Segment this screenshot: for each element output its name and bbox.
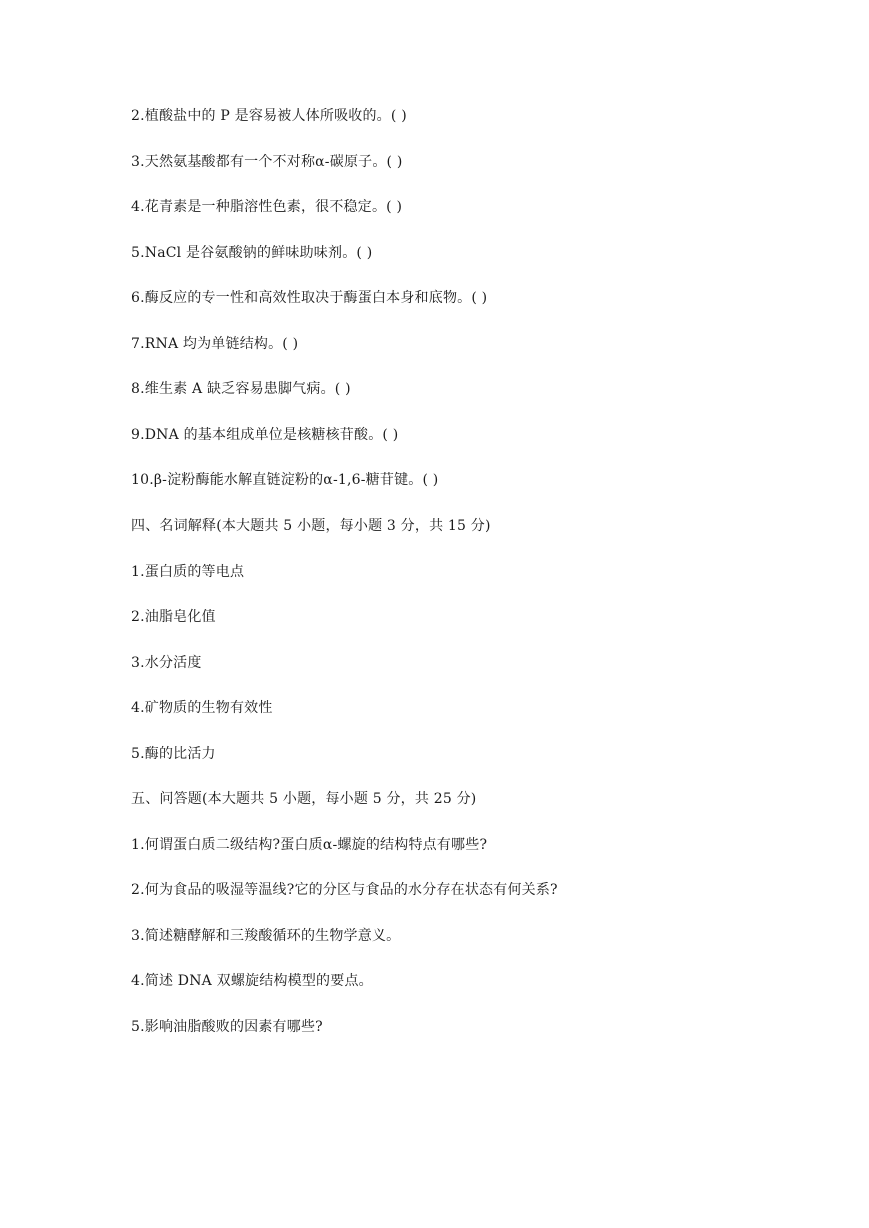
judgement-item: 8.维生素 A 缺乏容易患脚气病。( ) (131, 381, 351, 397)
section-heading-questions: 五、问答题(本大题共 5 小题，每小题 5 分，共 25 分) (131, 791, 477, 807)
judgement-item: 7.RNA 均为单链结构。( ) (131, 336, 299, 352)
question-item: 5.影响油脂酸败的因素有哪些? (131, 1019, 323, 1035)
judgement-item: 4.花青素是一种脂溶性色素，很不稳定。( ) (131, 199, 403, 215)
judgement-item: 5.NaCl 是谷氨酸钠的鲜味助味剂。( ) (131, 245, 373, 261)
question-item: 1.何谓蛋白质二级结构?蛋白质α-螺旋的结构特点有哪些? (131, 837, 488, 853)
term-item: 5.酶的比活力 (131, 746, 216, 762)
judgement-item: 3.天然氨基酸都有一个不对称α-碳原子。( ) (131, 154, 403, 170)
term-item: 2.油脂皂化值 (131, 609, 216, 625)
term-item: 1.蛋白质的等电点 (131, 564, 245, 580)
judgement-item: 10.β-淀粉酶能水解直链淀粉的α-1,6-糖苷键。( ) (131, 472, 439, 488)
term-item: 4.矿物质的生物有效性 (131, 700, 273, 716)
question-item: 4.简述 DNA 双螺旋结构模型的要点。 (131, 973, 373, 989)
question-item: 2.何为食品的吸湿等温线?它的分区与食品的水分存在状态有何关系? (131, 882, 558, 898)
question-item: 3.简述糖酵解和三羧酸循环的生物学意义。 (131, 928, 401, 944)
judgement-item: 6.酶反应的专一性和高效性取决于酶蛋白本身和底物。( ) (131, 290, 488, 306)
term-item: 3.水分活度 (131, 655, 202, 671)
judgement-item: 2.植酸盐中的 P 是容易被人体所吸收的。( ) (131, 108, 407, 124)
judgement-item: 9.DNA 的基本组成单位是核糖核苷酸。( ) (131, 427, 399, 443)
section-heading-terms: 四、名词解释(本大题共 5 小题，每小题 3 分，共 15 分) (131, 518, 491, 534)
